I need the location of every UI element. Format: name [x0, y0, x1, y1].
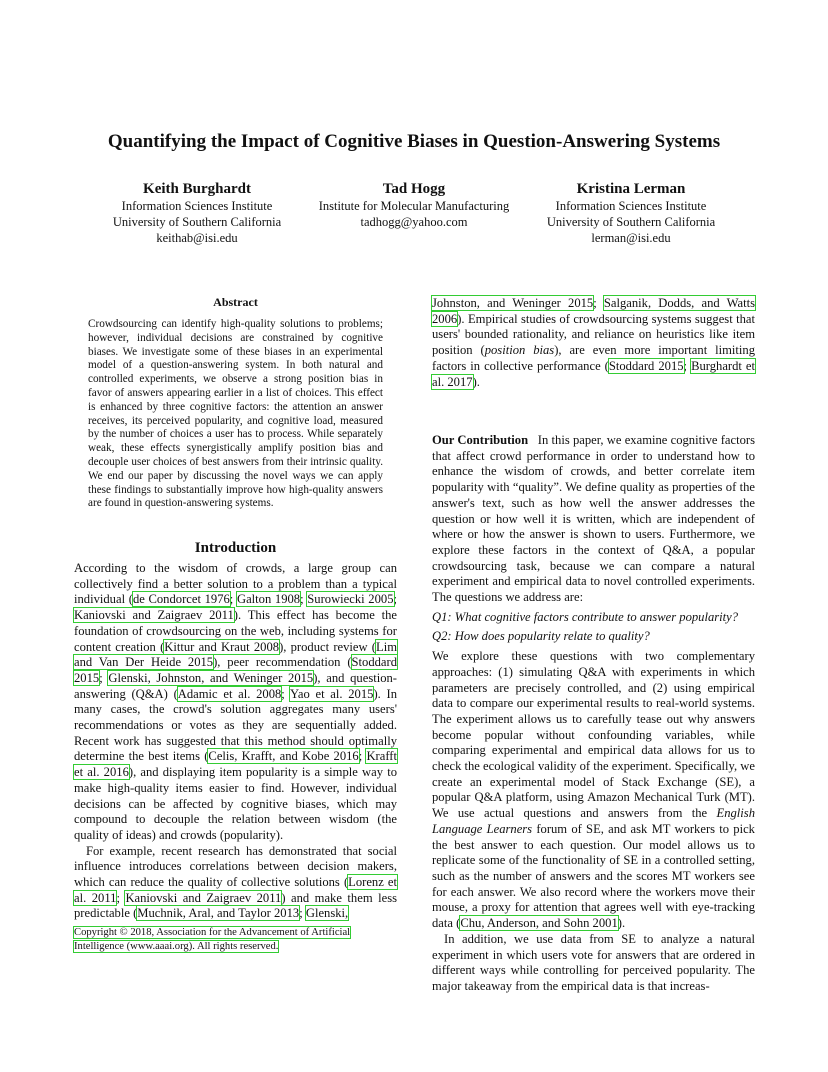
paragraph: In addition, we use data from SE to analyze a natural experiment in which users vote for answers that are ordered in different ways while controlling for perceived popularity. The major takeaway from the empirical data is that increas- — [432, 931, 755, 993]
author-block-3 — [532, 180, 730, 246]
citation-link[interactable]: Burghardt et al. 2017 — [432, 358, 755, 389]
copyright-symbol: © — [119, 927, 128, 938]
author-block-2 — [305, 180, 523, 230]
citation-link[interactable]: Stoddard 2015 — [74, 655, 397, 685]
citation-link[interactable]: Lim and Van Der Heide 2015 — [74, 639, 397, 670]
citation-link[interactable]: Galton 1908 — [236, 592, 301, 607]
author-email: tadhogg@yahoo.com — [360, 215, 468, 229]
paragraph: Our Contribution In this paper, we examine cognitive factors that affect crowd performance in order to understand how to enhance the wisdom of crowds, and better correlate item popularity with “quality”. We define quality as properties of the answer's text, such as how well the answer addresses the question or how well it is written, which are independent of where or how the answer is shown to users. Furthermore, we explore these factors in the context of Q&A, a popular crowdsourcing task, because we can compare a natural experiment and empirical data to novel controlled experiments. The questions we address are: — [432, 433, 755, 605]
author-affiliation: University of Southern California — [546, 215, 716, 229]
paper-title: Quantifying the Impact of Cognitive Biases in Question-Answering Systems — [107, 131, 721, 152]
citation-link[interactable]: Lorenz et al. 2011 — [74, 875, 397, 905]
question-2: Q2: How does popularity relate to quality? — [432, 629, 650, 644]
citation-link[interactable]: Muchnik, Aral, and Taylor 2013 — [137, 906, 300, 921]
author-affiliation: Institute for Molecular Manufacturing — [318, 199, 510, 213]
citation-link[interactable]: Stoddard 2015 — [608, 358, 684, 373]
citation-link[interactable]: de Condorcet 1976 — [132, 592, 230, 607]
citation-link[interactable]: Celis, Krafft, and Kobe 2016 — [208, 749, 359, 764]
citation-link[interactable]: Chu, Anderson, and Sohn 2001 — [460, 916, 618, 931]
contribution-heading: Our Contribution — [432, 433, 529, 447]
abstract-heading: Abstract — [213, 295, 258, 309]
citation-link[interactable]: Surowiecki 2005 — [307, 592, 394, 607]
author-email: lerman@isi.edu — [591, 231, 671, 245]
paragraph: For example, recent research has demonstrated that social influence introduces correlations between decision makers, which can reduce the quality of collective solutions (Lorenz et al. 2011; Kaniovski and Zaigraev 2011) and make them less predictable (Muchnik, Aral, and Taylor 2013; Glenski, — [74, 843, 397, 921]
abstract-text: Crowdsourcing can identify high-quality solutions to problems; however, individual decisions are constrained by cognitive biases. We investigate some of these biases in an experimental model of a question-answering system. In both natural and controlled experiments, we observe a strong position bias in favor of answers appearing earlier in a list of choices. This effect is enhanced by three cognitive factors: the attention an answer receives, its perceived popularity, and cognitive load, measured by the number of choices a user has to process. While separately weak, these effects synergistically amplify position bias and decouple user choices of best answers from their intrinsic quality. We end our paper by discussing the novel ways we can apply these findings to substantially improve how high-quality answers are found in question-answering systems. — [88, 318, 383, 510]
author-block-1 — [97, 180, 297, 246]
citation-link[interactable]: Adamic et al. 2008 — [177, 686, 282, 701]
introduction-body — [74, 561, 397, 922]
author-email: keithab@isi.edu — [156, 231, 238, 245]
author-affiliation: Information Sciences Institute — [555, 199, 707, 213]
paragraph: We explore these questions with two complementary approaches: (1) simulating Q&A with experiments in which parameters are precisely controlled, and (2) using empirical data to compare our experimental results to real-world systems. The experiment allows us to carefully tease out why answers become popular without confounding variables, while comparing experimental and empirical data allows for us to check the ecological validity of the experiment. Specifically, we create an experimental model of Stack Exchange (SE), a popular Q&A platform, using Amazon Mechanical Turk (MT). We use actual questions and answers from the English Language Learners forum of SE, and ask MT workers to pick the best answer to each question. Our model allows us to replicate some of the functionality of SE in a controlled setting, such as the number of answers and the scores MT workers see for each answer. We also record where the workers move their mouse, a proxy for attention that agrees well with eye-tracking data (Chu, Anderson, and Sohn 2001). — [432, 649, 755, 931]
paragraph: Johnston, and Weninger 2015; Salganik, Dodds, and Watts 2006). Empirical studies of crowdsourcing systems suggest that users' bounded rationality, and reliance on heuristics like item position (position bias), are even more important limiting factors in collective performance (Stoddard 2015; Burghardt et al. 2017). — [432, 296, 755, 389]
introduction-heading: Introduction — [194, 540, 277, 556]
citation-link[interactable]: Glenski, — [305, 906, 349, 921]
citation-link[interactable]: Kaniovski and Zaigraev 2011 — [125, 890, 282, 905]
author-name: Kristina Lerman — [576, 181, 686, 197]
copyright-link[interactable]: Copyright © 2018, Association for the Advancement of Artificial Intelligence (www.aaai.org). All rights reserved. — [74, 927, 351, 952]
citation-link[interactable]: Johnston, and Weninger 2015 — [432, 296, 594, 310]
citation-link[interactable]: Yao et al. 2015 — [290, 686, 374, 701]
question-1: Q1: What cognitive factors contribute to answer popularity? — [432, 609, 739, 624]
citation-link[interactable]: Kaniovski and Zaigraev 2011 — [74, 608, 234, 623]
author-affiliation: Information Sciences Institute — [121, 199, 273, 213]
author-name: Keith Burghardt — [143, 181, 251, 197]
paragraph: According to the wisdom of crowds, a large group can collectively find a better solution to a problem than a typical individual (de Condorcet 1976; Galton 1908; Surowiecki 2005; Kaniovski and Zaigraev 2011). This effect has become the foundation of crowdsourcing on the web, including systems for content creation (Kittur and Kraut 2008), product review (Lim and Van Der Heide 2015), peer recommendation (Stoddard 2015; Glenski, Johnston, and Weninger 2015), and question-answering (Q&A) (Adamic et al. 2008; Yao et al. 2015). In many cases, the crowd's solution aggregates many users' recommendations or votes as they are sequentially added. Recent work has suggested that this method should optimally determine the best items (Celis, Krafft, and Kobe 2016; Krafft et al. 2016), and displaying item popularity is a simple way to make high-quality items easier to find. However, individual decisions can be affected by cognitive biases, which may compound to decouple the relation between wisdom (the quality of ideas) and crowds (popularity). — [74, 561, 398, 842]
citation-link[interactable]: Salganik, Dodds, and Watts 2006 — [432, 296, 755, 326]
author-affiliation: University of Southern California — [112, 215, 282, 229]
citation-link[interactable]: Glenski, Johnston, and Weninger 2015 — [108, 670, 314, 685]
right-column-continuation — [432, 296, 755, 390]
right-column-body — [432, 433, 755, 995]
copyright-notice — [74, 926, 395, 953]
citation-link[interactable]: Kittur and Kraut 2008 — [164, 639, 280, 654]
citation-link[interactable]: Krafft et al. 2016 — [74, 749, 397, 780]
author-name: Tad Hogg — [382, 181, 446, 197]
